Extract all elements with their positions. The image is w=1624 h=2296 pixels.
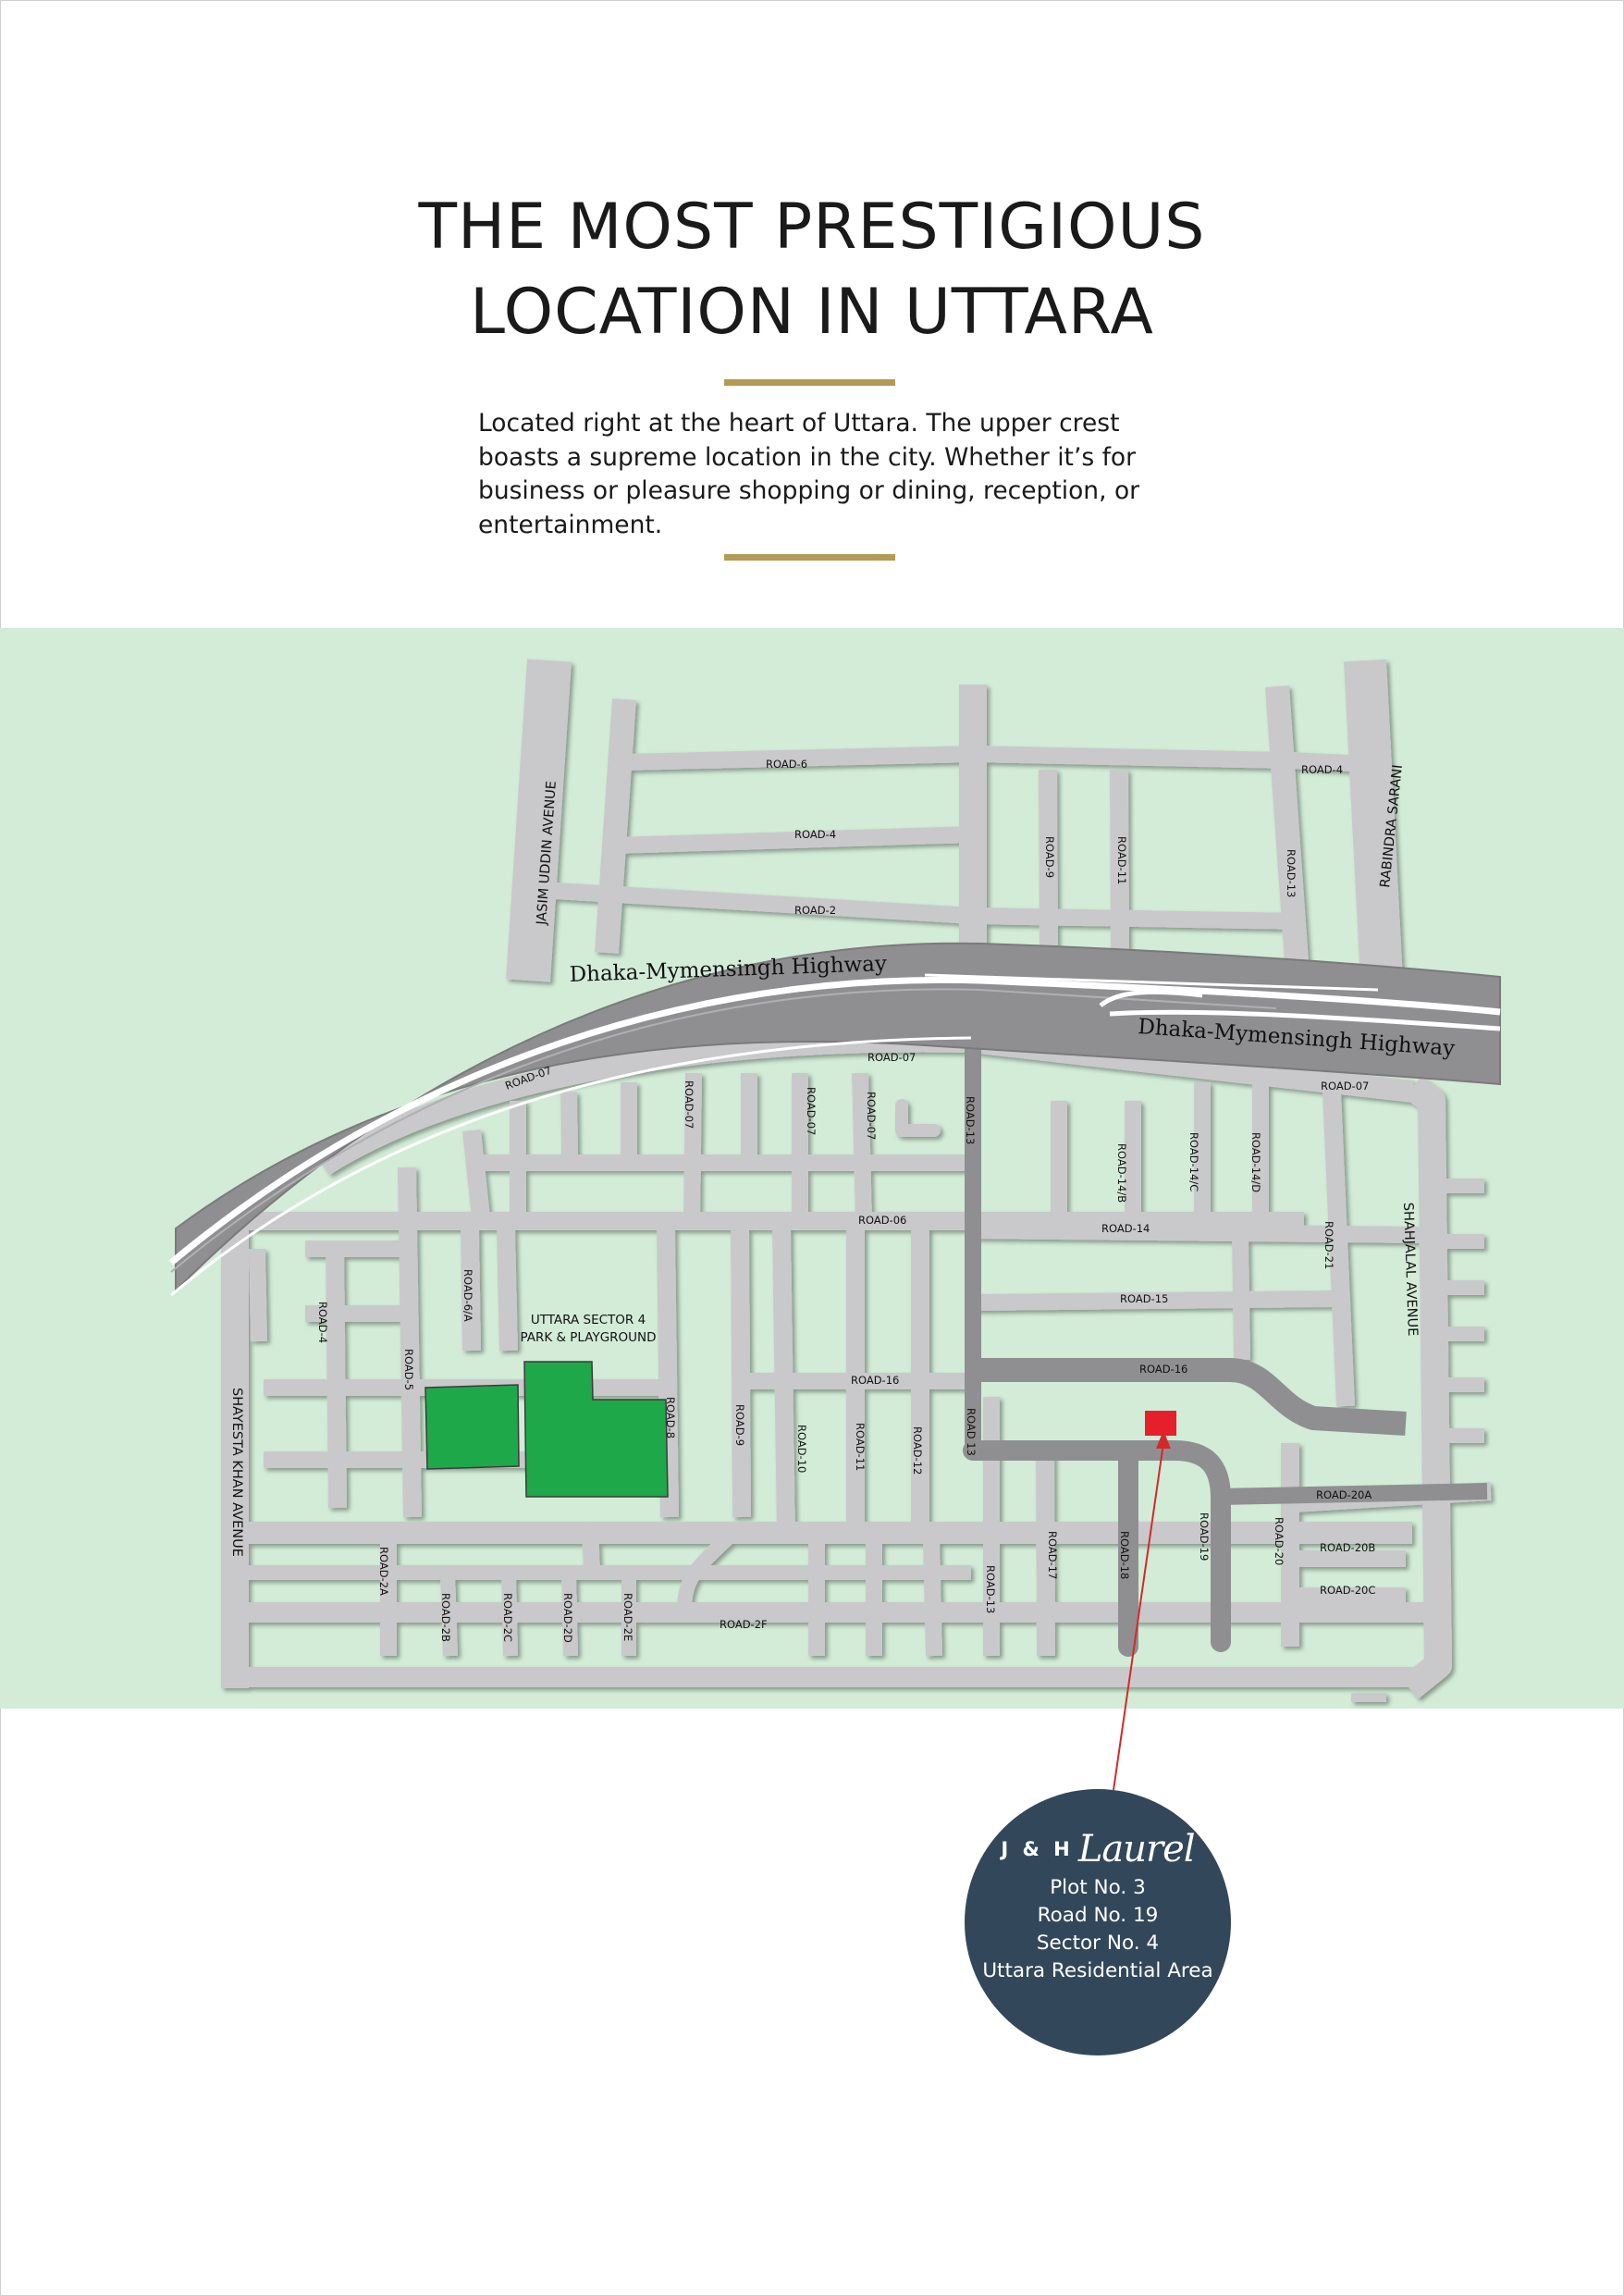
road-label: ROAD-20C	[1320, 1584, 1376, 1597]
highway-label-2: Dhaka-Mymensingh Highway	[1137, 1015, 1456, 1061]
road-label: ROAD-10	[795, 1425, 808, 1474]
avenue-shayesta-label: SHAYESTA KHAN AVENUE	[229, 1388, 244, 1557]
intro-line-3: business or pleasure shopping or dining, reception, or	[478, 476, 1140, 505]
address-area: Uttara Residential Area	[982, 1959, 1213, 1982]
road-label: ROAD-20A	[1316, 1488, 1372, 1501]
avenue-rabindra-label: RABINDRA SARANI	[1378, 763, 1406, 889]
highway-label-1: Dhaka-Mymensingh Highway	[569, 952, 888, 987]
address-road: Road No. 19	[1037, 1904, 1159, 1927]
road-label: ROAD-12	[911, 1426, 924, 1475]
road-label: ROAD-07	[1321, 1080, 1370, 1092]
road-label: ROAD-13	[964, 1096, 977, 1145]
road-label: ROAD-2D	[561, 1593, 574, 1643]
address-plot: Plot No. 3	[1050, 1876, 1146, 1899]
road-label: ROAD-4	[794, 828, 837, 841]
road-label: ROAD-07	[503, 1063, 554, 1092]
title-line-1: THE MOST PRESTIGIOUS	[418, 191, 1206, 264]
road-label: ROAD-21	[1323, 1221, 1335, 1270]
road-label: ROAD-20	[1273, 1517, 1286, 1566]
road-label: ROAD-20B	[1320, 1541, 1376, 1554]
road-label: ROAD-8	[664, 1397, 677, 1439]
park-label-line-1: UTTARA SECTOR 4	[530, 1313, 646, 1327]
road-label: ROAD-14/B	[1115, 1143, 1128, 1204]
brand-name: Laurel	[1077, 1828, 1195, 1870]
road-label: ROAD-11	[854, 1423, 867, 1472]
brand-prefix: J & H	[1001, 1838, 1074, 1860]
road-label: ROAD-06	[858, 1214, 907, 1227]
title-line-2: LOCATION IN UTTARA	[470, 276, 1154, 349]
brand-logo	[965, 1828, 1231, 1870]
road-label: ROAD-11	[1115, 836, 1128, 885]
road-label: ROAD-2E	[621, 1593, 634, 1642]
road-label: ROAD-2	[794, 904, 837, 917]
road-label: ROAD-14	[1101, 1222, 1150, 1235]
road-label: ROAD-15	[1120, 1292, 1169, 1305]
road-label: ROAD-19	[1198, 1512, 1211, 1562]
road-label: ROAD-4	[316, 1302, 329, 1344]
intro-line-2: boasts a supreme location in the city. Whether it’s for	[478, 442, 1137, 472]
road-label: ROAD-13	[1285, 849, 1298, 898]
road-label: ROAD-6	[766, 758, 808, 771]
road-label: ROAD-5	[402, 1349, 415, 1391]
road-label: ROAD-2A	[377, 1547, 390, 1596]
road-label: ROAD-18	[1118, 1531, 1131, 1580]
road-label: ROAD-13	[984, 1565, 997, 1614]
road-label: ROAD-07	[867, 1051, 917, 1064]
park-label-line-2: PARK & PLAYGROUND	[520, 1330, 657, 1345]
road-label: ROAD-2C	[501, 1593, 514, 1643]
road-label: ROAD-16	[851, 1374, 900, 1387]
road-label: ROAD-2B	[439, 1593, 452, 1642]
avenue-shahjalal-label: SHAHJALAL AVENUE	[1400, 1202, 1421, 1337]
road-label: ROAD-14/D	[1249, 1132, 1262, 1193]
road-label: ROAD-6/A	[461, 1269, 474, 1322]
avenue-jasim-label: JASIM UDDIN AVENUE	[535, 780, 560, 926]
road-label: ROAD-07	[865, 1092, 878, 1141]
road-label: ROAD-9	[1043, 836, 1056, 879]
road-label: ROAD-2F	[720, 1618, 768, 1631]
property-marker	[1145, 1411, 1176, 1436]
road-label: ROAD-07	[683, 1080, 695, 1129]
address-lines	[965, 1874, 1231, 1985]
intro-line-4: entertainment.	[478, 510, 663, 539]
road-label: ROAD-9	[733, 1404, 746, 1447]
road-label: ROAD-07	[805, 1087, 818, 1136]
road-label: ROAD-14/C	[1187, 1132, 1200, 1192]
intro-line-1: Located right at the heart of Uttara. The upper crest	[478, 409, 1120, 438]
road-label: ROAD-16	[1139, 1363, 1188, 1376]
address-badge	[965, 1789, 1231, 2055]
street-network	[233, 660, 1491, 1702]
road-label: ROAD-4	[1301, 763, 1344, 776]
address-sector: Sector No. 4	[1036, 1932, 1160, 1955]
road-label: ROAD-17	[1046, 1531, 1059, 1580]
road-label: ROAD 13	[965, 1408, 978, 1456]
